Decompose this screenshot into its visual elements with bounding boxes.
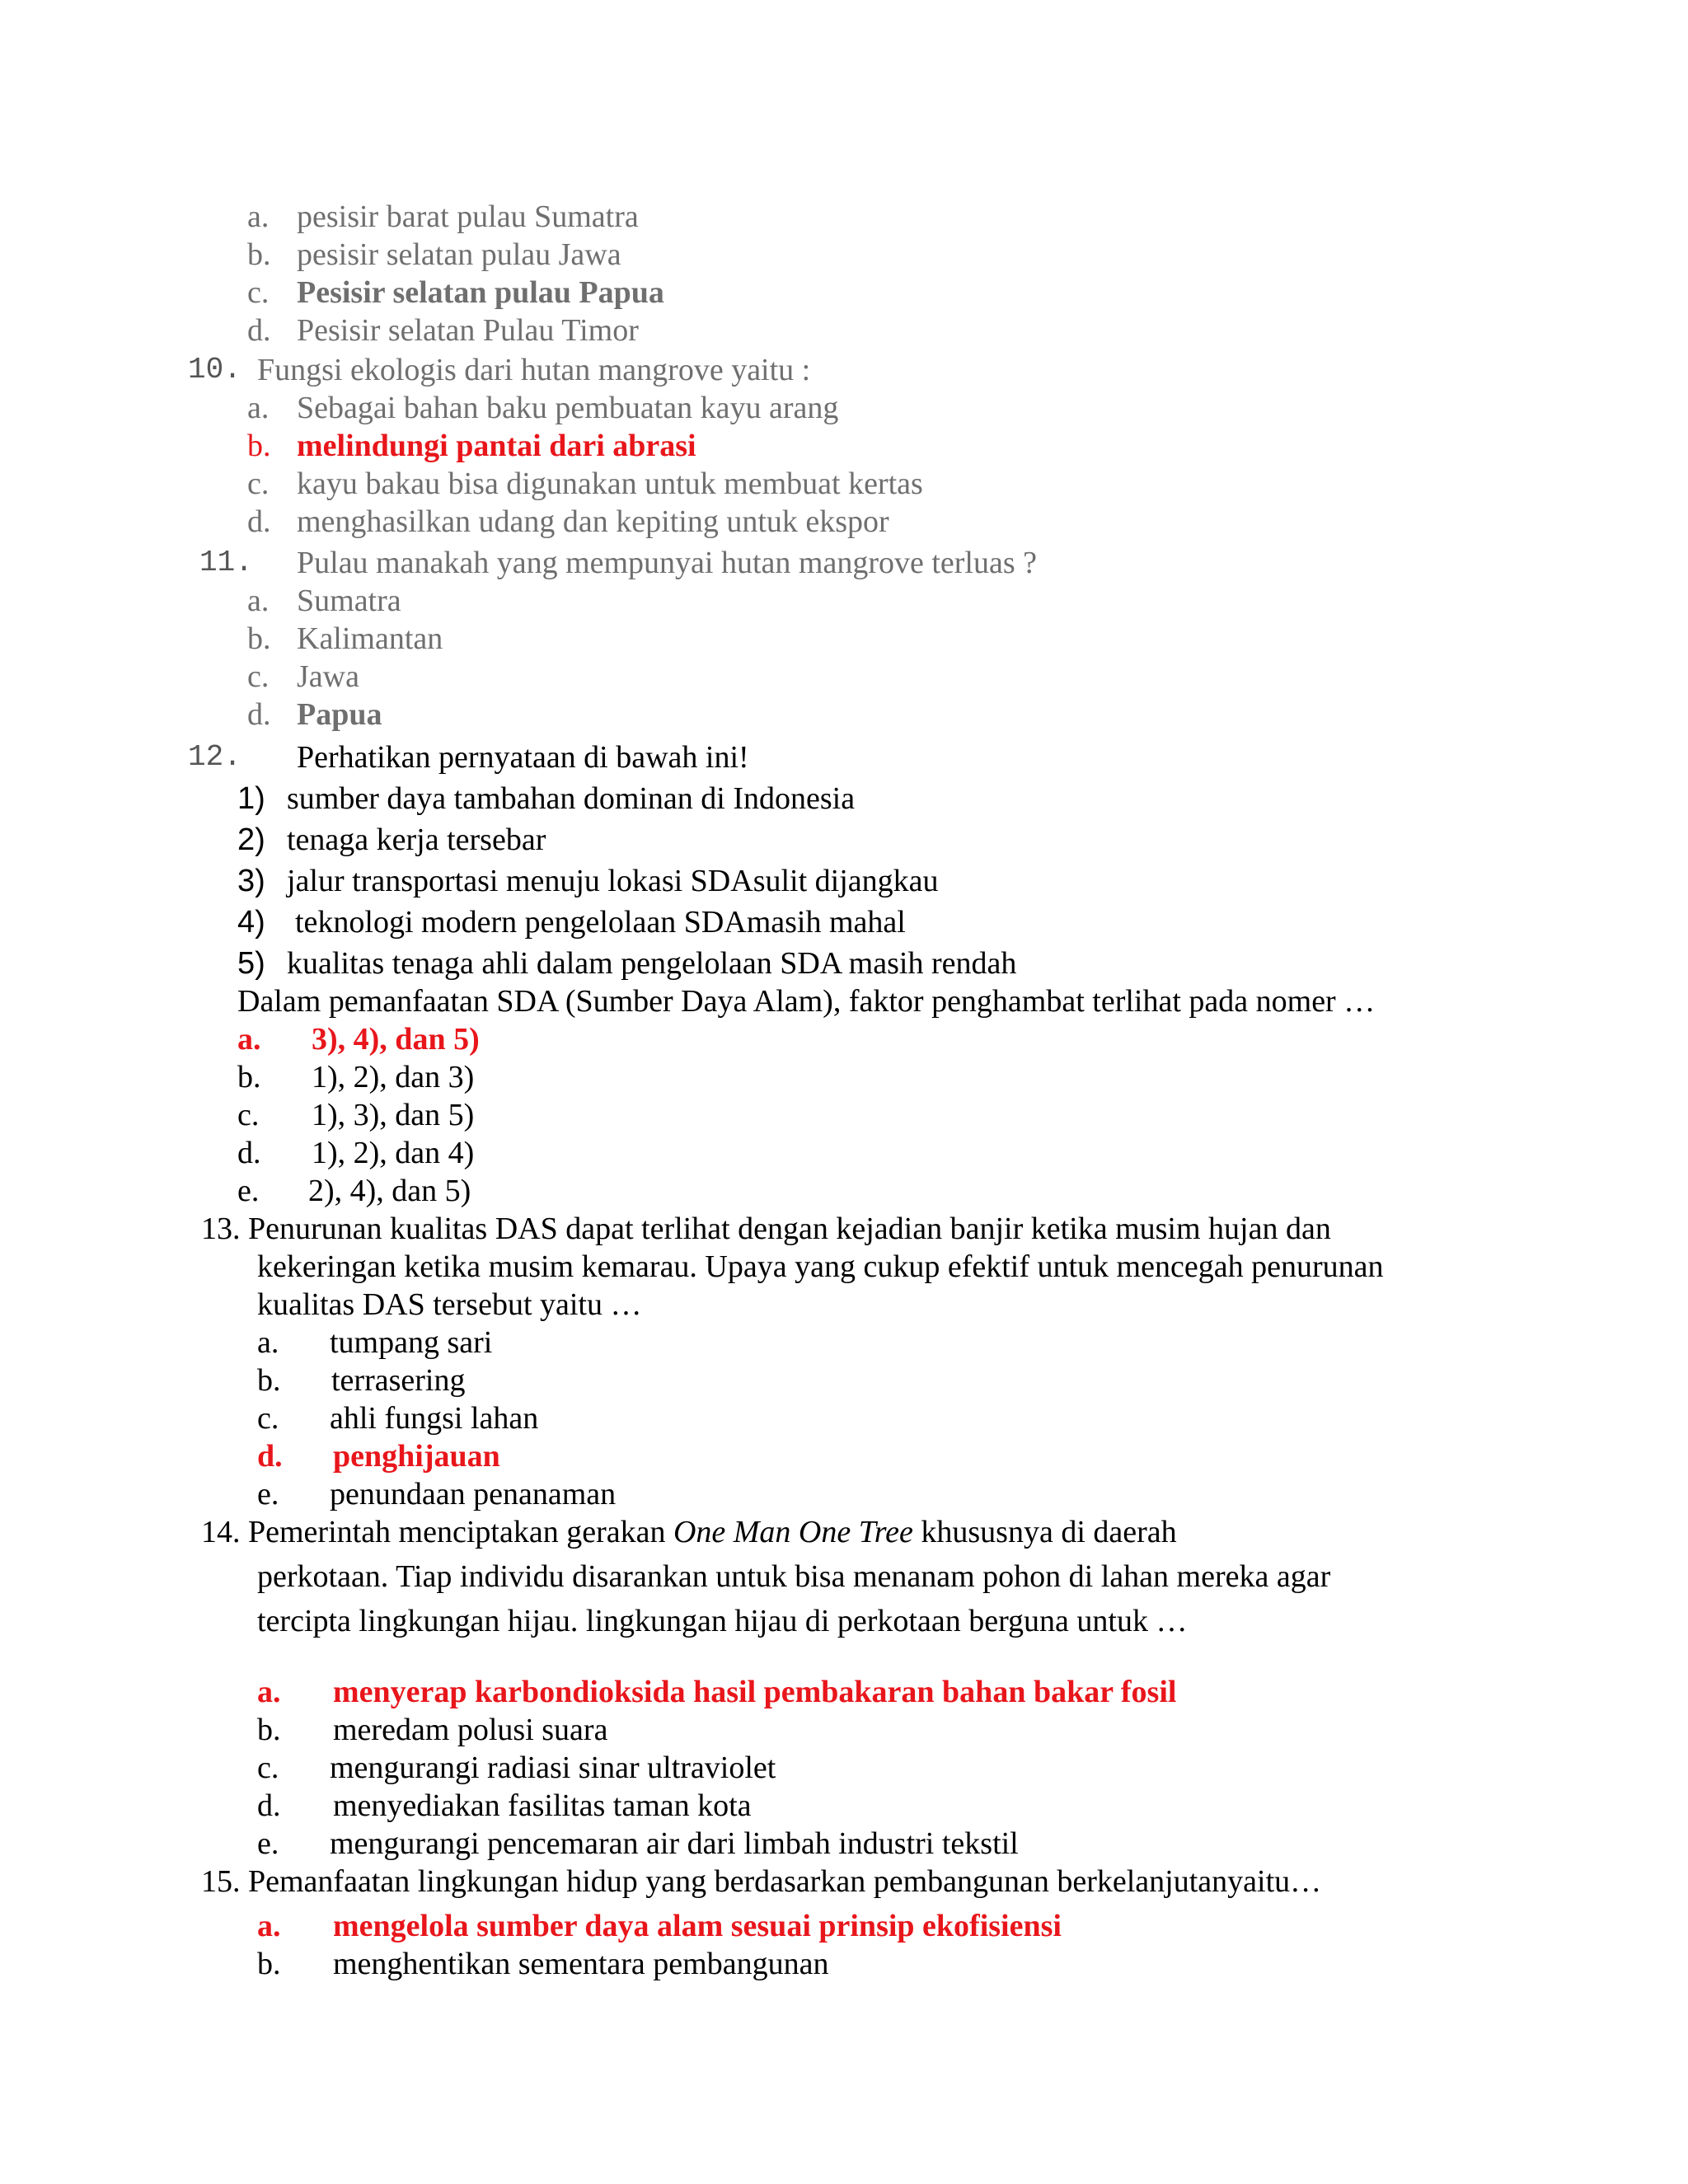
option-marker: a. <box>247 583 270 618</box>
q13-question-line-1: 13. Penurunan kualitas DAS dapat terlihat dengan kejadian banjir ketika musim hujan dan <box>201 1212 1331 1246</box>
question-text: Pulau manakah yang mempunyai hutan mangrove terluas ? <box>297 546 1038 580</box>
option-text: Kalimantan <box>297 621 443 656</box>
option-text: penghijauan <box>333 1439 500 1474</box>
option-marker: c. <box>237 1098 260 1132</box>
option-marker: c. <box>257 1750 279 1785</box>
question-number: 12. <box>188 740 241 774</box>
option-text: menyerap karbondioksida hasil pembakaran bahan bakar fosil <box>333 1675 1177 1709</box>
option-text: penundaan penanaman <box>330 1477 617 1511</box>
q14-campaign-name: One Man One Tree <box>673 1515 913 1549</box>
option-text: kayu bakau bisa digunakan untuk membuat kertas <box>297 466 923 501</box>
q14-line1-post: khususnya di daerah <box>912 1515 1177 1549</box>
q14-question-line-1 <box>201 1513 1177 1551</box>
option-text: meredam polusi suara <box>333 1713 608 1747</box>
statement-marker: 2) <box>237 823 265 857</box>
option-marker: b. <box>247 429 271 463</box>
option-text: mengurangi pencemaran air dari limbah industri tekstil <box>330 1826 1019 1861</box>
question-number: 11. <box>199 546 253 579</box>
option-marker: a. <box>257 1325 279 1360</box>
option-text: tumpang sari <box>330 1325 493 1360</box>
option-text: Jawa <box>297 659 359 694</box>
option-marker: e. <box>257 1826 279 1861</box>
statement-text: tenaga kerja tersebar <box>287 823 546 857</box>
question-number: 10. <box>188 353 241 387</box>
q12-prompt: Dalam pemanfaatan SDA (Sumber Daya Alam), faktor penghambat terlihat pada nomer … <box>237 984 1376 1019</box>
option-text: Pesisir selatan pulau Papua <box>297 275 664 310</box>
statement-text: sumber daya tambahan dominan di Indonesia <box>287 781 856 816</box>
option-marker: d. <box>237 1136 261 1170</box>
statement-text: jalur transportasi menuju lokasi SDAsulit dijangkau <box>287 864 939 898</box>
option-text: menghasilkan udang dan kepiting untuk ekspor <box>297 504 889 539</box>
statement-text: teknologi modern pengelolaan SDAmasih mahal <box>295 905 906 940</box>
option-marker: c. <box>257 1401 279 1436</box>
option-marker: c. <box>247 466 270 501</box>
option-marker: a. <box>247 391 270 425</box>
option-marker: e. <box>257 1477 279 1511</box>
option-text: Pesisir selatan Pulau Timor <box>297 313 639 348</box>
q13-question-line-2: kekeringan ketika musim kemarau. Upaya yang cukup efektif untuk mencegah penurunan <box>257 1249 1384 1284</box>
option-text: 1), 2), dan 3) <box>312 1060 475 1094</box>
option-text: 3), 4), dan 5) <box>312 1022 480 1057</box>
option-marker: d. <box>257 1788 281 1823</box>
option-text: Sebagai bahan baku pembuatan kayu arang <box>297 391 839 425</box>
option-text: Papua <box>297 697 382 732</box>
option-text: pesisir selatan pulau Jawa <box>297 237 621 272</box>
option-marker: d. <box>247 697 271 732</box>
option-marker: b. <box>257 1713 281 1747</box>
option-text: mengurangi radiasi sinar ultraviolet <box>330 1750 776 1785</box>
q14-question-line-3: tercipta lingkungan hijau. lingkungan hijau di perkotaan berguna untuk … <box>257 1604 1188 1638</box>
option-text: 1), 3), dan 5) <box>312 1098 475 1132</box>
option-text: ahli fungsi lahan <box>330 1401 539 1436</box>
option-marker: c. <box>247 275 270 310</box>
q13-question-line-3: kualitas DAS tersebut yaitu … <box>257 1287 642 1322</box>
statement-marker: 4) <box>237 905 265 940</box>
option-marker: e. <box>237 1174 260 1208</box>
option-marker: b. <box>257 1363 281 1398</box>
option-text: 2), 4), dan 5) <box>308 1174 471 1208</box>
option-text: terrasering <box>331 1363 466 1398</box>
option-marker: b. <box>237 1060 261 1094</box>
option-marker: c. <box>247 659 270 694</box>
statement-marker: 3) <box>237 864 265 898</box>
option-text: 1), 2), dan 4) <box>312 1136 475 1170</box>
option-marker: b. <box>247 621 271 656</box>
question-text: Fungsi ekologis dari hutan mangrove yaitu : <box>257 353 811 387</box>
option-marker: a. <box>237 1022 261 1057</box>
statement-marker: 5) <box>237 946 265 981</box>
option-text: menghentikan sementara pembangunan <box>333 1947 829 1981</box>
option-text: Sumatra <box>297 583 401 618</box>
option-text: pesisir barat pulau Sumatra <box>297 199 639 234</box>
option-marker: d. <box>247 313 271 348</box>
statement-marker: 1) <box>237 781 265 816</box>
option-text: melindungi pantai dari abrasi <box>297 429 696 463</box>
statement-text: kualitas tenaga ahli dalam pengelolaan SDA masih rendah <box>287 946 1017 981</box>
option-text: mengelola sumber daya alam sesuai prinsip ekofisiensi <box>333 1909 1062 1943</box>
option-marker: d. <box>247 504 271 539</box>
option-text: menyediakan fasilitas taman kota <box>333 1788 752 1823</box>
question-text: Perhatikan pernyataan di bawah ini! <box>297 740 749 775</box>
option-marker: a. <box>247 199 270 234</box>
option-marker: a. <box>257 1909 281 1943</box>
q15-question: 15. Pemanfaatan lingkungan hidup yang berdasarkan pembangunan berkelanjutanyaitu… <box>201 1864 1322 1899</box>
q14-question-line-2: perkotaan. Tiap individu disarankan untuk bisa menanam pohon di lahan mereka agar <box>257 1559 1331 1594</box>
option-marker: b. <box>247 237 271 272</box>
q14-line1-pre: 14. Pemerintah menciptakan gerakan <box>201 1515 673 1549</box>
option-marker: b. <box>257 1947 281 1981</box>
option-marker: d. <box>257 1439 283 1474</box>
option-marker: a. <box>257 1675 281 1709</box>
